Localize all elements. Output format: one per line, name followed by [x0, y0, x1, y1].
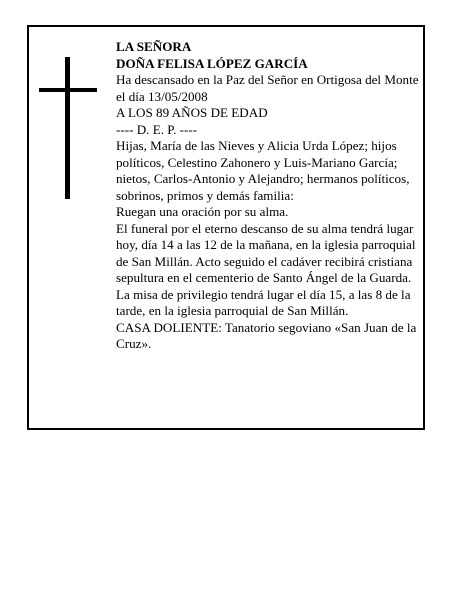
cross-icon	[39, 57, 97, 199]
deceased-title: LA SEÑORA	[116, 39, 192, 54]
rest-announcement: Ha descansado en la Paz del Señor en Ortigosa del Monte el día 13/05/2008	[116, 72, 419, 104]
obituary-notice	[27, 25, 425, 430]
mourning-house: CASA DOLIENTE: Tanatorio segoviano «San Juan de la Cruz».	[116, 319, 417, 351]
family-list: Hijas, María de las Nieves y Alicia Urda López; hijos políticos, Celestino Zahonero y Luis-Mariano García; nietos, Carlos-Antonio y Alejandro; hermanos políticos, sobrinos, primos y demás familia:	[116, 138, 410, 203]
cross-horizontal-bar	[39, 88, 97, 92]
age-line: A LOS 89 AÑOS DE EDAD	[116, 105, 268, 120]
funeral-details: El funeral por el eterno descanso de su alma tendrá lugar hoy, día 14 a las 12 de la mañana, en la iglesia parroquial de San Millán. Acto seguido el cadáver recibirá cristiana sepultura en el cementerio de Santo Ángel de la Guarda. La misa de privilegio tendrá lugar el día 15, a las 8 de la tarde, en la iglesia parroquial de San Millán.	[116, 220, 416, 318]
notice-body	[116, 39, 421, 353]
cross-vertical-bar	[65, 57, 70, 199]
prayer-request: Ruegan una oración por su alma.	[116, 204, 289, 219]
deceased-name: DOÑA FELISA LÓPEZ GARCÍA	[116, 55, 308, 71]
rip-line: ---- D. E. P. ----	[116, 121, 198, 137]
